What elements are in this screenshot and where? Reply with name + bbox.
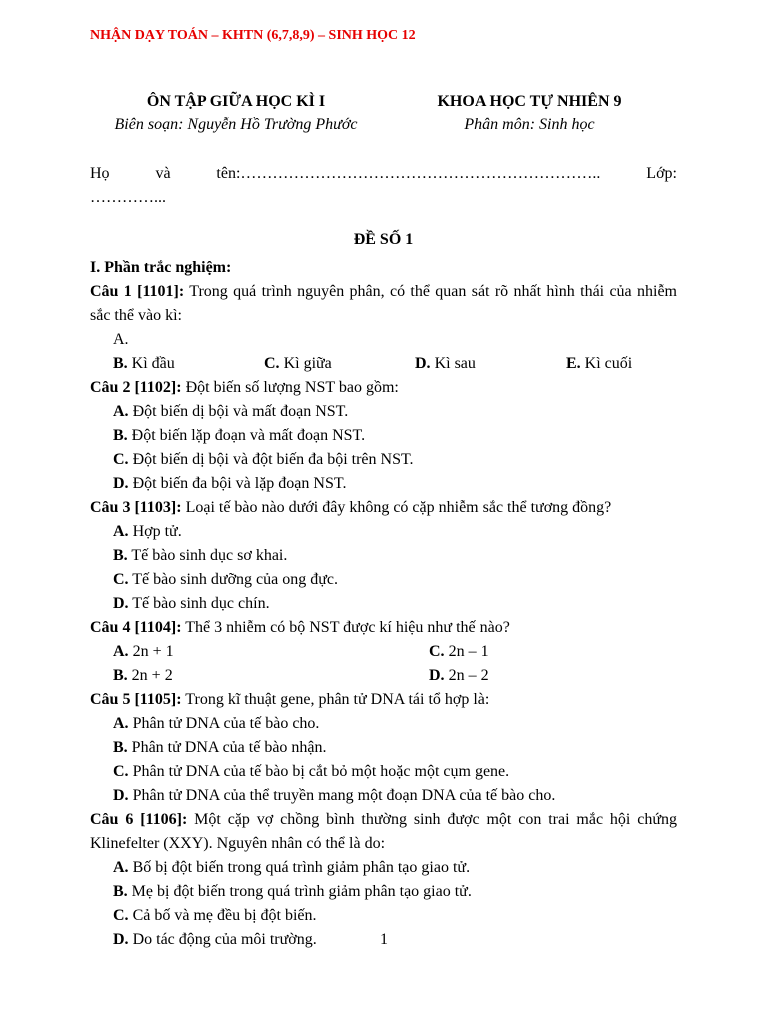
- section-heading: I. Phần trắc nghiệm:: [90, 259, 232, 276]
- question-text: Đột biến số lượng NST bao gồm:: [181, 379, 399, 396]
- option-label: C.: [113, 763, 129, 780]
- option-text: Đột biến lặp đoạn và mất đoạn NST.: [127, 427, 366, 444]
- name-field: tên:…………………………………………………………..: [216, 165, 601, 182]
- option-label: D.: [113, 931, 129, 948]
- option-label: A.: [113, 331, 129, 348]
- option-text: Đột biến đa bội và lặp đoạn NST.: [128, 475, 347, 492]
- option-text: Cả bố và mẹ đều bị đột biến.: [128, 907, 317, 924]
- option-text: Phân tử DNA của tế bào cho.: [128, 715, 320, 732]
- option-text: Phân tử DNA của tế bào nhận.: [127, 739, 327, 756]
- question-text: Trong kĩ thuật gene, phân tử DNA tái tổ hợp là:: [181, 691, 490, 708]
- option-b: [113, 352, 264, 376]
- option-label: C.: [113, 907, 129, 924]
- option-d: [90, 784, 677, 808]
- option-text: Đột biến dị bội và đột biến đa bội trên NST.: [128, 451, 414, 468]
- option-c: [90, 448, 677, 472]
- option-text: 2n + 2: [127, 667, 173, 684]
- option-text: Tế bào sinh dục chín.: [128, 595, 270, 612]
- option-label: A.: [113, 403, 129, 420]
- question-label: Câu 6 [1106]:: [90, 811, 188, 828]
- option-label: D.: [415, 355, 431, 372]
- question-text: Thể 3 nhiễm có bộ NST được kí hiệu như thế nào?: [181, 619, 510, 636]
- question-label: Câu 2 [1102]:: [90, 379, 182, 396]
- title-right: [382, 90, 677, 136]
- title-block: [90, 90, 677, 136]
- question-1: [90, 280, 677, 328]
- question-label: Câu 1 [1101]:: [90, 283, 185, 300]
- option-text: Kì cuối: [580, 355, 633, 372]
- option-label: C.: [264, 355, 280, 372]
- question-3: [90, 496, 677, 520]
- question-4: [90, 616, 677, 640]
- question-label: Câu 4 [1104]:: [90, 619, 182, 636]
- option-text: Phân tử DNA của thể truyền mang một đoạn DNA của tế bào cho.: [128, 787, 556, 804]
- subject-title: KHOA HỌC TỰ NHIÊN 9: [437, 93, 622, 110]
- option-text: 2n – 2: [444, 667, 489, 684]
- option-c: [264, 352, 415, 376]
- option-label: D.: [113, 787, 129, 804]
- option-text: Hợp tử.: [128, 523, 182, 540]
- class-field-label: Lớp:: [646, 165, 677, 182]
- name-row: [90, 162, 677, 186]
- option-d: [429, 664, 489, 688]
- option-e: [566, 352, 632, 376]
- option-a: [90, 400, 677, 424]
- page-number: 1: [380, 931, 388, 948]
- option-a: [90, 520, 677, 544]
- exam-title: ĐỀ SỐ 1: [353, 231, 414, 248]
- question-text: Một cặp vợ chồng bình thường sinh được một con trai mắc hội chứng Klinefelter (XXY). Nguyên nhân có thể là do:: [90, 811, 677, 852]
- options-row: [90, 352, 677, 376]
- option-text: Phân tử DNA của tế bào bị cắt bỏ một hoặc một cụm gene.: [128, 763, 510, 780]
- option-d: [90, 472, 677, 496]
- option-label: C.: [113, 451, 129, 468]
- option-label: D.: [113, 475, 129, 492]
- option-text: Mẹ bị đột biến trong quá trình giảm phân tạo giao tử.: [127, 883, 472, 900]
- question-5: [90, 688, 677, 712]
- option-label: B.: [113, 883, 128, 900]
- option-c: [429, 640, 489, 664]
- option-label: D.: [429, 667, 445, 684]
- option-label: B.: [113, 667, 128, 684]
- option-c: [90, 568, 677, 592]
- title-left: [90, 90, 382, 136]
- option-text: 2n – 1: [444, 643, 489, 660]
- question-2: [90, 376, 677, 400]
- option-d: [90, 592, 677, 616]
- class-field-dots: …………...: [90, 189, 166, 206]
- option-label: E.: [566, 355, 581, 372]
- option-text: Do tác động của môi trường.: [128, 931, 317, 948]
- option-a: [90, 856, 677, 880]
- question-text: Loại tế bào nào dưới đây không có cặp nhiễm sắc thể tương đồng?: [181, 499, 612, 516]
- option-label: A.: [113, 859, 129, 876]
- promo-banner: NHẬN DẠY TOÁN – KHTN (6,7,8,9) – SINH HỌC 12: [90, 28, 416, 43]
- option-d: [415, 352, 566, 376]
- option-label: A.: [113, 523, 129, 540]
- option-text: Kì giữa: [279, 355, 332, 372]
- option-b: [90, 736, 677, 760]
- student-info-line: [90, 162, 677, 210]
- option-b: [113, 664, 429, 688]
- option-text: Bố bị đột biến trong quá trình giảm phân tạo giao tử.: [128, 859, 471, 876]
- name-word-1: Họ: [90, 165, 110, 182]
- option-b: [90, 880, 677, 904]
- question-label: Câu 5 [1105]:: [90, 691, 182, 708]
- option-text: Đột biến dị bội và mất đoạn NST.: [128, 403, 349, 420]
- options-row: [90, 664, 677, 688]
- option-label: C.: [113, 571, 129, 588]
- option-label: A.: [113, 715, 129, 732]
- option-text: Kì sau: [430, 355, 476, 372]
- option-label: D.: [113, 595, 129, 612]
- option-c: [90, 904, 677, 928]
- question-label: Câu 3 [1103]:: [90, 499, 182, 516]
- review-title: ÔN TẬP GIỮA HỌC KÌ I: [146, 93, 326, 110]
- document-page: [90, 26, 677, 952]
- option-label: B.: [113, 547, 128, 564]
- options-row: [90, 640, 677, 664]
- option-a: [113, 640, 429, 664]
- option-b: [90, 424, 677, 448]
- subsubject-line: Phân môn: Sinh học: [464, 116, 595, 133]
- option-b: [90, 544, 677, 568]
- option-label: C.: [429, 643, 445, 660]
- option-a: [90, 712, 677, 736]
- question-6: [90, 808, 677, 856]
- option-label: B.: [113, 427, 128, 444]
- option-text: 2n + 1: [128, 643, 174, 660]
- option-text: Kì đầu: [127, 355, 175, 372]
- option-c: [90, 760, 677, 784]
- option-label: B.: [113, 355, 128, 372]
- author-line: Biên soạn: Nguyễn Hồ Trường Phước: [114, 116, 358, 133]
- option-text: Tế bào sinh dưỡng của ong đực.: [128, 571, 339, 588]
- question-text: Trong quá trình nguyên phân, có thể quan sát rõ nhất hình thái của nhiễm sắc thể vào kì:: [90, 283, 677, 324]
- option-label: B.: [113, 739, 128, 756]
- option-lone: [90, 328, 677, 352]
- name-word-2: và: [155, 165, 171, 182]
- option-text: Tế bào sinh dục sơ khai.: [127, 547, 288, 564]
- option-label: A.: [113, 643, 129, 660]
